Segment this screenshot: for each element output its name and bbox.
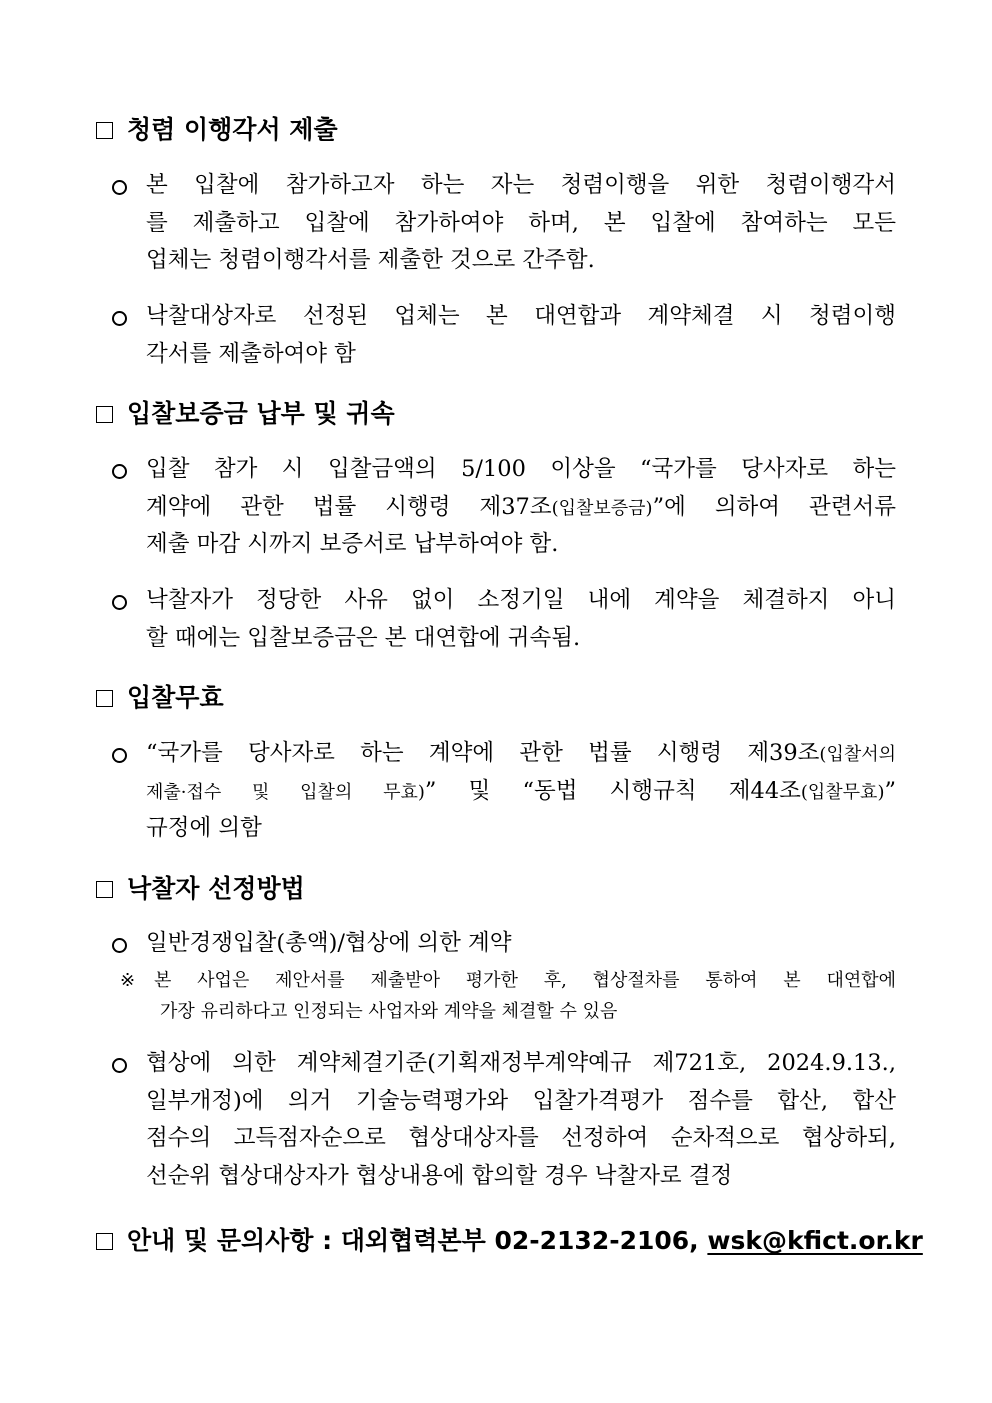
section-heading-bid-bond: 입찰보증금 납부 및 귀속: [96, 397, 395, 431]
text-line: 제출·접수 및 입찰의 무효)” 및 “동법 시행규칙 제44조(입찰무효)”: [146, 777, 896, 804]
circle-bullet-icon: [112, 1045, 146, 1195]
integrity-item-2: [112, 298, 896, 373]
circle-bullet-icon: [112, 735, 146, 848]
text-line: “국가를 당사자로 하는 계약에 관한 법률 시행령 제39조(입찰서의: [146, 740, 896, 766]
text-line: 선순위 협상대상자가 협상내용에 합의할 경우 낙찰자로 결정: [146, 1162, 733, 1189]
bid-invalid-item-1: [112, 735, 896, 848]
circle-bullet-icon: [112, 925, 146, 963]
text-line: 규정에 의함: [146, 815, 262, 841]
text-line: 계약에 관한 법률 시행령 제37조(입찰보증금)”에 의하여 관련서류: [146, 493, 896, 520]
circle-bullet-icon: [112, 451, 146, 564]
section-heading-bid-invalid: 입찰무효: [96, 681, 224, 715]
text-line: 일반경쟁입찰(총액)/협상에 의한 계약: [146, 930, 512, 956]
reference-mark-icon: ※: [120, 970, 136, 991]
text-line: 낙찰자가 정당한 사유 없이 소정기일 내에 계약을 체결하지 아니: [146, 587, 896, 613]
text-line: 를 제출하고 입찰에 참가하여야 하며, 본 입찰에 참여하는 모든: [146, 209, 896, 236]
integrity-item-1: [112, 167, 896, 280]
selection-item-2: [112, 1045, 896, 1195]
text-line: 업체는 청렴이행각서를 제출한 것으로 간주함.: [146, 247, 595, 273]
circle-bullet-icon: [112, 167, 146, 280]
circle-bullet-icon: [112, 582, 146, 657]
text-line: 일부개정)에 의거 기술능력평가와 입찰가격평가 점수를 합산, 합산: [146, 1087, 896, 1114]
text-line: 본 입찰에 참가하고자 하는 자는 청렴이행을 위한 청렴이행각서: [146, 172, 896, 198]
checkbox-square-icon: [96, 406, 113, 423]
text-line: 낙찰대상자로 선정된 업체는 본 대연합과 계약체결 시 청렴이행: [146, 303, 896, 329]
selection-item-1: [112, 925, 896, 963]
text-line: 본 사업은 제안서를 제출받아 평가한 후, 협상절차를 통하여 본 대연합에: [154, 970, 896, 991]
checkbox-square-icon: [96, 690, 113, 707]
section-heading-selection: 낙찰자 선정방법: [96, 872, 305, 906]
contact-label: 안내 및 문의사항 : 대외협력본부 02-2132-2106,: [127, 1226, 699, 1255]
text-line: 할 때에는 입찰보증금은 본 대연합에 귀속됨.: [146, 624, 581, 651]
text-line: 점수의 고득점자순으로 협상대상자를 선정하여 순차적으로 협상하되,: [146, 1125, 896, 1151]
circle-bullet-icon: [112, 298, 146, 373]
contact-email-link[interactable]: wsk@kfict.or.kr: [707, 1226, 923, 1255]
contact-heading: [96, 1224, 923, 1258]
checkbox-square-icon: [96, 881, 113, 898]
selection-note: [120, 965, 896, 1027]
text-line: 각서를 제출하여야 함: [146, 340, 356, 367]
checkbox-square-icon: [96, 122, 113, 139]
text-line: 입찰 참가 시 입찰금액의 5/100 이상을 “국가를 당사자로 하는: [146, 456, 896, 482]
bid-bond-item-1: [112, 451, 896, 564]
section-heading-integrity: 청렴 이행각서 제출: [96, 113, 338, 147]
bid-bond-item-2: [112, 582, 896, 657]
text-line: 가장 유리하다고 인정되는 사업자와 계약을 체결할 수 있음: [160, 1001, 618, 1022]
checkbox-square-icon: [96, 1233, 113, 1250]
text-line: 협상에 의한 계약체결기준(기획재정부계약예규 제721호, 2024.9.13.,: [146, 1050, 896, 1076]
text-line: 제출 마감 시까지 보증서로 납부하여야 함.: [146, 531, 559, 557]
